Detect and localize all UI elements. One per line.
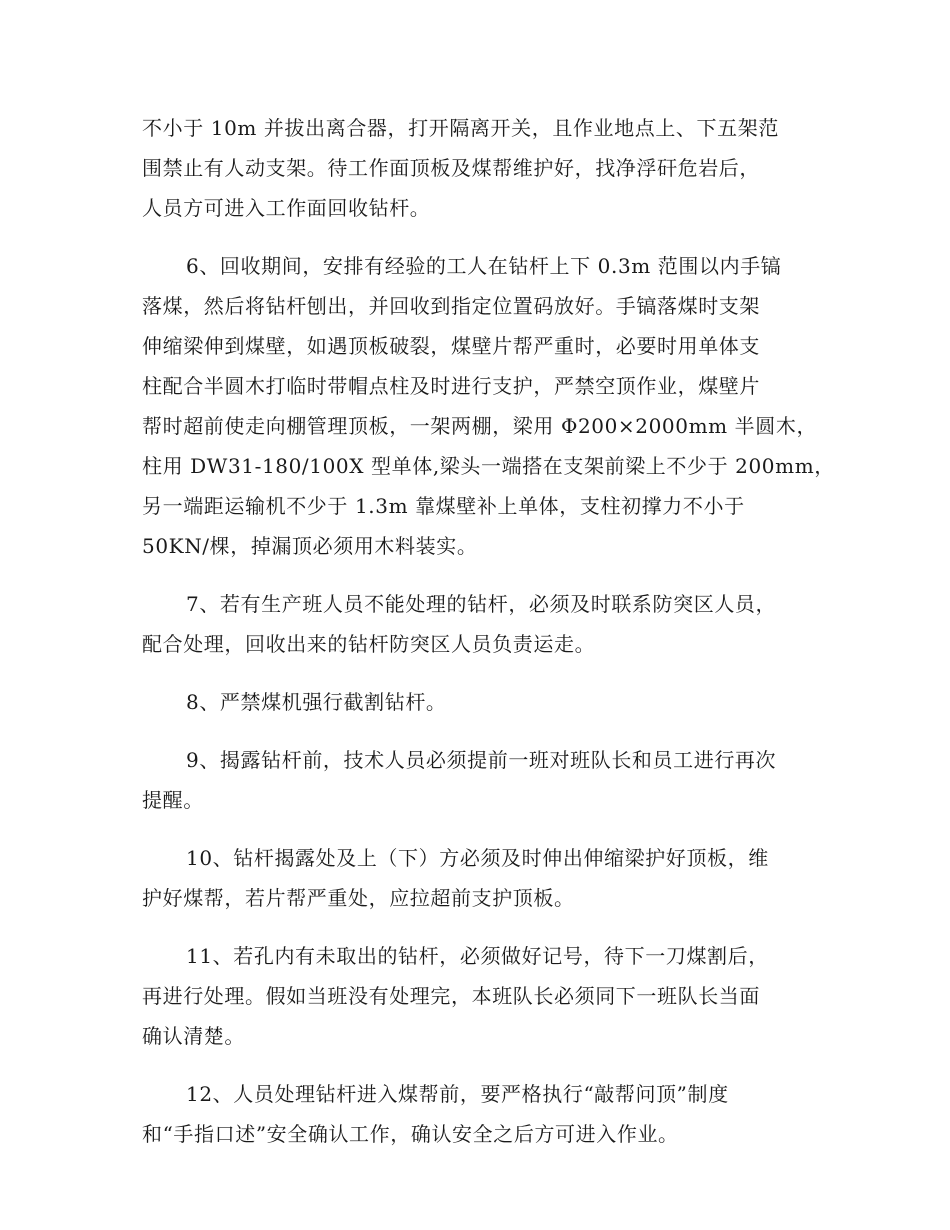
text-line: 6、回收期间，安排有经验的工人在钻杆上下 0.3m 范围以内手镐 [186, 254, 782, 278]
text-line: 不小于 10m 并拔出离合器，打开隔离开关，且作业地点上、下五架范 [142, 116, 779, 140]
paragraph-item-9 [142, 740, 810, 820]
text-line: 8、严禁煤机强行截割钻杆。 [186, 690, 447, 714]
text-line: 柱配合半圆木打临时带帽点柱及时进行支护，严禁空顶作业，煤壁片 [142, 374, 760, 398]
text-line: 和“手指口述”安全确认工作，确认安全之后方可进入作业。 [142, 1122, 679, 1146]
text-line: 伸缩梁伸到煤壁，如遇顶板破裂，煤壁片帮严重时，必要时用单体支 [142, 334, 760, 358]
text-line: 护好煤帮，若片帮严重处，应拉超前支护顶板。 [142, 886, 575, 910]
paragraph-continuation [142, 108, 810, 228]
text-line: 11、若孔内有未取出的钻杆，必须做好记号，待下一刀煤割后， [186, 944, 769, 968]
text-line: 9、揭露钻杆前，技术人员必须提前一班对班队长和员工进行再次 [186, 748, 777, 772]
text-line: 另一端距运输机不少于 1.3m 靠煤壁补上单体，支柱初撑力不小于 [142, 494, 745, 518]
paragraph-item-11 [142, 936, 810, 1056]
text-line: 再进行处理。假如当班没有处理完，本班队长必须同下一班队长当面 [142, 984, 760, 1008]
text-line: 围禁止有人动支架。待工作面顶板及煤帮维护好，找净浮矸危岩后， [142, 156, 760, 180]
text-line: 提醒。 [142, 788, 204, 812]
text-line: 10、钻杆揭露处及上（下）方必须及时伸出伸缩梁护好顶板，维 [186, 846, 769, 870]
text-line: 7、若有生产班人员不能处理的钻杆，必须及时联系防突区人员， [186, 592, 777, 616]
paragraph-item-6 [142, 246, 835, 566]
paragraph-item-8 [142, 682, 810, 722]
paragraph-item-10 [142, 838, 810, 918]
text-line: 落煤，然后将钻杆刨出，并回收到指定位置码放好。手镐落煤时支架 [142, 294, 760, 318]
text-line: 50KN/棵，掉漏顶必须用木料装实。 [142, 534, 478, 558]
paragraph-item-7 [142, 584, 810, 664]
text-line: 确认清楚。 [142, 1024, 245, 1048]
document-body [142, 108, 835, 1172]
text-line: 帮时超前使走向棚管理顶板，一架两棚，梁用 Φ200×2000mm 半圆木， [142, 414, 818, 438]
paragraph-item-12 [142, 1074, 810, 1154]
text-line: 配合处理，回收出来的钻杆防突区人员负责运走。 [142, 632, 596, 656]
text-line: 人员方可进入工作面回收钻杆。 [142, 196, 431, 220]
text-line: 12、人员处理钻杆进入煤帮前，要严格执行“敲帮问顶”制度 [186, 1082, 729, 1106]
text-line: 柱用 DW31-180/100X 型单体,梁头一端搭在支架前梁上不少于 200mm， [142, 454, 835, 478]
